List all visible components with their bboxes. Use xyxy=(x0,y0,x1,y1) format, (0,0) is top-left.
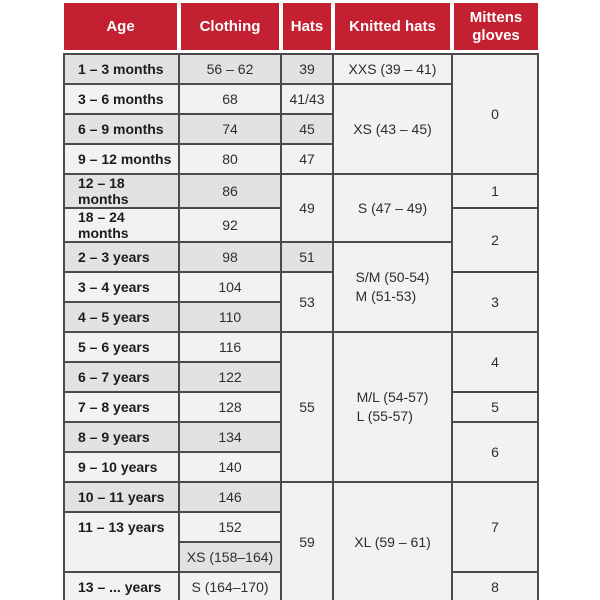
age-cell: 9 – 12 months xyxy=(64,144,179,174)
hats-cell: 47 xyxy=(281,144,333,174)
knitted-size-line: M (51-53) xyxy=(355,288,417,304)
clothing-cell: 128 xyxy=(179,392,281,422)
mittens-cell: 6 xyxy=(452,422,538,482)
age-cell: 18 – 24 months xyxy=(64,208,179,242)
knitted-hats-cell xyxy=(333,242,452,332)
age-cell: 3 – 6 months xyxy=(64,84,179,114)
clothing-cell: 68 xyxy=(179,84,281,114)
hats-cell: 49 xyxy=(281,174,333,242)
age-cell: 12 – 18 months xyxy=(64,174,179,208)
clothing-cell: 116 xyxy=(179,332,281,362)
clothing-cell: 80 xyxy=(179,144,281,174)
age-cell: 10 – 11 years xyxy=(64,482,179,512)
clothing-cell: 110 xyxy=(179,302,281,332)
age-cell: 9 – 10 years xyxy=(64,452,179,482)
size-chart xyxy=(63,3,539,600)
clothing-cell: 122 xyxy=(179,362,281,392)
age-cell: 2 – 3 years xyxy=(64,242,179,272)
age-cell: 6 – 7 years xyxy=(64,362,179,392)
hats-cell: 59 xyxy=(281,482,333,600)
clothing-cell: 86 xyxy=(179,174,281,208)
mittens-cell: 0 xyxy=(452,54,538,174)
mittens-cell: 5 xyxy=(452,392,538,422)
table-row xyxy=(64,332,538,362)
knitted-hats-cell: XS (43 – 45) xyxy=(333,84,452,174)
knitted-hats-cell: XL (59 – 61) xyxy=(333,482,452,600)
age-cell: 13 – ... years xyxy=(64,572,179,600)
age-cell: 7 – 8 years xyxy=(64,392,179,422)
hats-cell: 45 xyxy=(281,114,333,144)
clothing-cell: 56 – 62 xyxy=(179,54,281,84)
table-header-row xyxy=(64,3,539,50)
clothing-cell: 74 xyxy=(179,114,281,144)
column-header-age: Age xyxy=(64,3,177,50)
knitted-hats-text xyxy=(357,388,429,426)
table-row xyxy=(64,272,538,302)
column-header-hats: Hats xyxy=(283,3,331,50)
mittens-cell: 7 xyxy=(452,482,538,572)
clothing-cell: 104 xyxy=(179,272,281,302)
clothing-cell: 140 xyxy=(179,452,281,482)
age-cell: 5 – 6 years xyxy=(64,332,179,362)
knitted-hats-text xyxy=(356,268,430,306)
clothing-cell: 134 xyxy=(179,422,281,452)
age-cell: 4 – 5 years xyxy=(64,302,179,332)
column-header-clothing: Clothing xyxy=(181,3,279,50)
age-cell: 6 – 9 months xyxy=(64,114,179,144)
mittens-cell: 4 xyxy=(452,332,538,392)
size-chart-table xyxy=(63,53,539,600)
knitted-size-line: L (55-57) xyxy=(356,408,413,424)
clothing-cell: S (164–170) xyxy=(179,572,281,600)
hats-cell: 51 xyxy=(281,242,333,272)
age-cell: 11 – 13 years xyxy=(64,512,179,572)
age-cell: 1 – 3 months xyxy=(64,54,179,84)
hats-cell: 39 xyxy=(281,54,333,84)
table-row xyxy=(64,482,538,512)
knitted-size-line: S/M (50-54) xyxy=(355,269,430,286)
mittens-cell: 2 xyxy=(452,208,538,272)
column-header-mittens-gloves: Mittens gloves xyxy=(454,3,538,50)
hats-cell: 55 xyxy=(281,332,333,482)
table-row xyxy=(64,54,538,84)
hats-cell: 41/43 xyxy=(281,84,333,114)
clothing-cell: 146 xyxy=(179,482,281,512)
mittens-cell: 1 xyxy=(452,174,538,208)
mittens-cell: 8 xyxy=(452,572,538,600)
knitted-size-line: M/L (54-57) xyxy=(356,389,429,406)
knitted-hats-cell: S (47 – 49) xyxy=(333,174,452,242)
clothing-cell: XS (158–164) xyxy=(179,542,281,572)
knitted-hats-cell xyxy=(333,332,452,482)
clothing-cell: 152 xyxy=(179,512,281,542)
age-cell: 3 – 4 years xyxy=(64,272,179,302)
age-cell: 8 – 9 years xyxy=(64,422,179,452)
clothing-cell: 98 xyxy=(179,242,281,272)
column-header-knitted-hats: Knitted hats xyxy=(335,3,450,50)
table-row xyxy=(64,174,538,208)
knitted-hats-cell: XXS (39 – 41) xyxy=(333,54,452,84)
mittens-cell: 3 xyxy=(452,272,538,332)
clothing-cell: 92 xyxy=(179,208,281,242)
hats-cell: 53 xyxy=(281,272,333,332)
